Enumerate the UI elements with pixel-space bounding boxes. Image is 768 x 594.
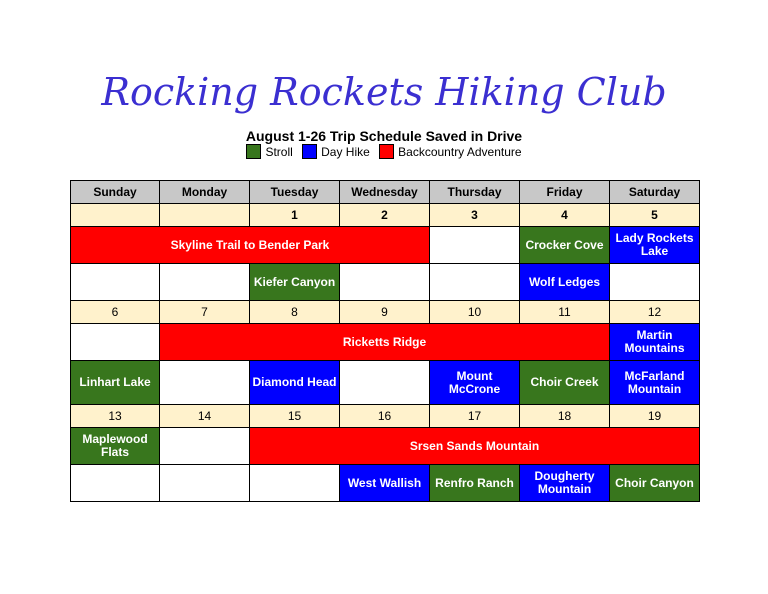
event-row [71,465,700,502]
event-wolf-ledges[interactable]: Wolf Ledges [520,264,610,301]
event-cell-empty [340,361,430,405]
event-cell-empty [340,264,430,301]
calendar-table [70,180,700,502]
event-cell-empty [610,264,700,301]
event-ricketts-ridge[interactable]: Ricketts Ridge [160,324,610,361]
event-cell-empty [160,264,250,301]
date-cell: 4 [520,204,610,227]
event-cell-empty [430,264,520,301]
weekday-header: Friday [520,181,610,204]
legend-item-day-hike [302,144,370,159]
event-cell-empty [160,428,250,465]
event-row [71,227,700,264]
event-lady-rockets-lake[interactable]: Lady Rockets Lake [610,227,700,264]
date-cell-empty [160,204,250,227]
legend-label: Backcountry Adventure [398,144,522,159]
event-mount-mccrone[interactable]: Mount McCrone [430,361,520,405]
weekday-header: Saturday [610,181,700,204]
page-title: Rocking Rockets Hiking Club [101,70,667,114]
event-cell-empty [160,465,250,502]
event-crocker-cove[interactable]: Crocker Cove [520,227,610,264]
date-cell-empty [71,204,160,227]
event-dougherty-mountain[interactable]: Dougherty Mountain [520,465,610,502]
legend-swatch-stroll [246,144,261,159]
legend-item-stroll [246,144,292,159]
event-choir-creek[interactable]: Choir Creek [520,361,610,405]
date-row [71,405,700,428]
schedule-subtitle: August 1-26 Trip Schedule Saved in Drive [245,128,523,144]
event-cell-empty [71,264,160,301]
date-row [71,301,700,324]
date-cell: 13 [71,405,160,428]
weekday-header-row [71,181,700,204]
weekday-header: Tuesday [250,181,340,204]
legend [0,144,768,159]
date-cell: 16 [340,405,430,428]
date-cell: 17 [430,405,520,428]
legend-label: Day Hike [321,144,370,159]
date-cell: 9 [340,301,430,324]
event-cell-empty [250,465,340,502]
event-renfro-ranch[interactable]: Renfro Ranch [430,465,520,502]
event-srsen-sands-mountain[interactable]: Srsen Sands Mountain [250,428,700,465]
date-cell: 2 [340,204,430,227]
event-row [71,264,700,301]
event-mcfarland-mountain[interactable]: McFarland Mountain [610,361,700,405]
event-row [71,324,700,361]
date-cell: 15 [250,405,340,428]
event-row [71,428,700,465]
legend-item-backcountry [379,144,521,159]
date-row [71,204,700,227]
event-diamond-head[interactable]: Diamond Head [250,361,340,405]
date-cell: 7 [160,301,250,324]
event-cell-empty [160,361,250,405]
date-cell: 8 [250,301,340,324]
weekday-header: Sunday [71,181,160,204]
date-cell: 18 [520,405,610,428]
event-maplewood-flats[interactable]: Maplewood Flats [71,428,160,465]
legend-label: Stroll [265,144,293,159]
date-cell: 19 [610,405,700,428]
date-cell: 11 [520,301,610,324]
event-martin-mountains[interactable]: Martin Mountains [610,324,700,361]
weekday-header: Thursday [430,181,520,204]
weekday-header: Wednesday [340,181,430,204]
event-cell-empty [71,324,160,361]
date-cell: 6 [71,301,160,324]
event-linhart-lake[interactable]: Linhart Lake [71,361,160,405]
event-skyline-trail[interactable]: Skyline Trail to Bender Park [71,227,430,264]
event-cell-empty [71,465,160,502]
weekday-header: Monday [160,181,250,204]
event-west-wallish[interactable]: West Wallish [340,465,430,502]
event-cell-empty [430,227,520,264]
event-kiefer-canyon[interactable]: Kiefer Canyon [250,264,340,301]
date-cell: 10 [430,301,520,324]
date-cell: 1 [250,204,340,227]
event-choir-canyon[interactable]: Choir Canyon [610,465,700,502]
legend-swatch-day-hike [302,144,317,159]
legend-swatch-backcountry [379,144,394,159]
date-cell: 12 [610,301,700,324]
event-row [71,361,700,405]
date-cell: 3 [430,204,520,227]
date-cell: 14 [160,405,250,428]
date-cell: 5 [610,204,700,227]
